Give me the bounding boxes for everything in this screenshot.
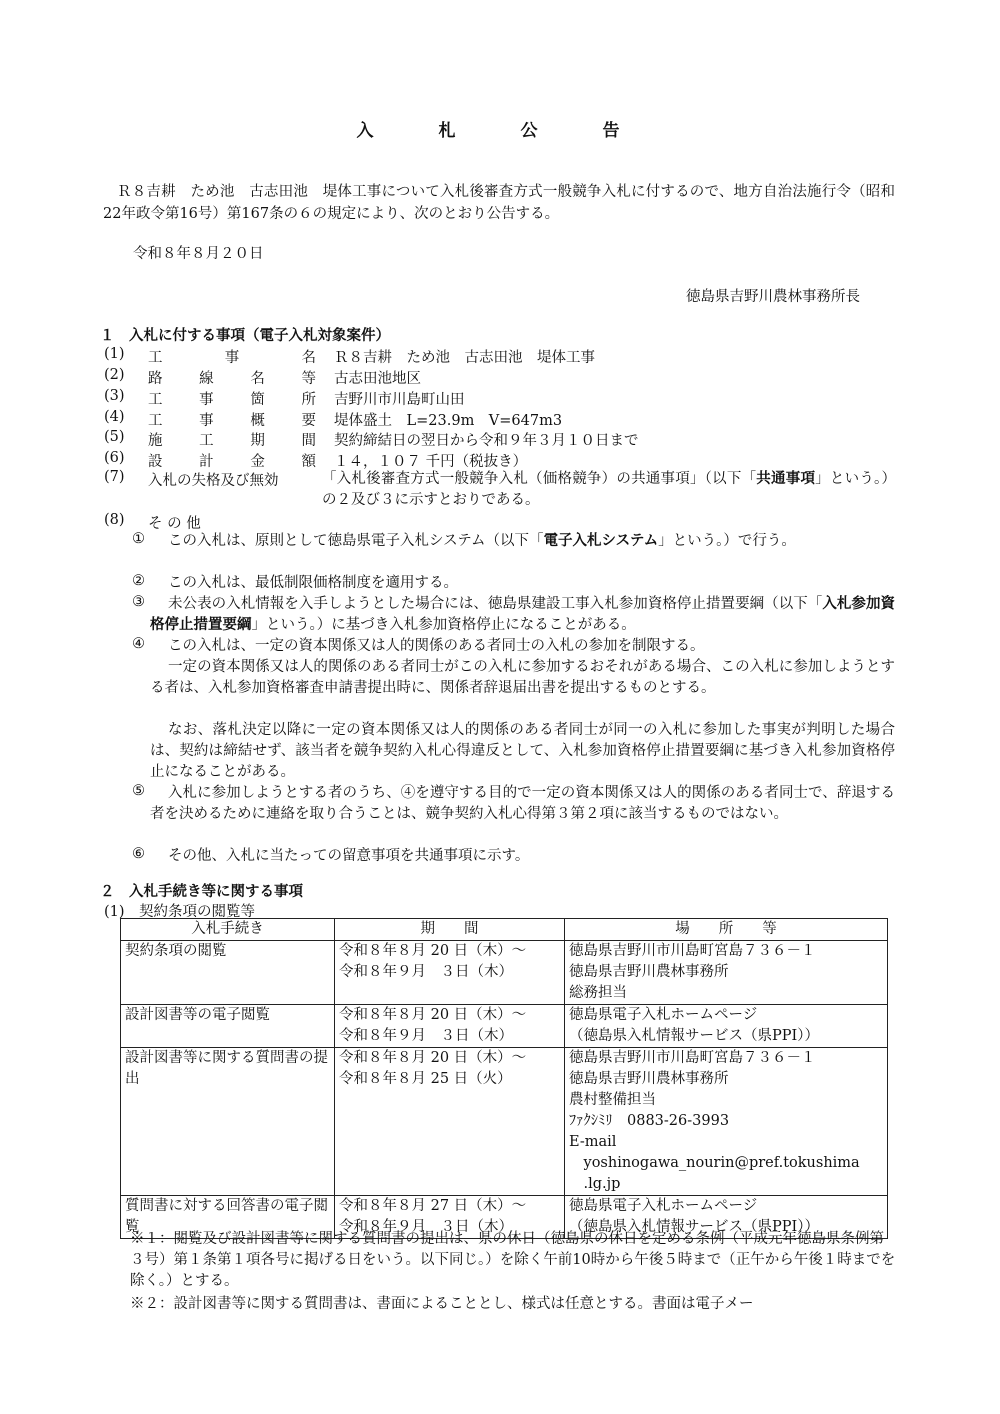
item-8-para-1 (150, 531, 895, 552)
item-8-para-4-sub-2: なお、落札決定以降に一定の資本関係又は人的関係のある者同士が同一の入札に参加した事実が判明した場合は、契約は締結せず、該当者を競争契約入札心得違反として、入札参加資格停止措置要綱に基づき入札参加資格停止になることがある。 (150, 722, 895, 780)
item-label-char: 線 (199, 371, 214, 387)
period-line: 令和８年９月 ３日（木） (339, 964, 513, 980)
item-label-char: 設 (148, 454, 163, 470)
item-label (148, 388, 316, 409)
table-row (121, 1048, 888, 1196)
place-line: E-mail (569, 1134, 617, 1150)
procedure-table (120, 918, 888, 1239)
item-label-char: 事 (224, 350, 240, 366)
period-cell (335, 1005, 565, 1048)
item-number: (2) (104, 367, 125, 383)
item-label (148, 367, 316, 388)
procedure-cell: 質問書に対する回答書の電子閲覧 (121, 1196, 335, 1239)
item-number: (1) (104, 346, 125, 362)
item-label-char: 箇 (250, 392, 265, 408)
procedure-cell: 設計図書等に関する質問書の提出 (121, 1048, 335, 1196)
item-value: １４，１０７ 千円（税抜き） (334, 454, 528, 470)
item-8-para-4: この入札は、一定の資本関係又は人的関係のある者同士の入札の参加を制限する。 (168, 638, 705, 654)
period-line: 令和８年８月 20 日（木）～ (339, 1050, 527, 1066)
table-body (121, 941, 888, 1239)
para-text: この入札は、原則として徳島県電子入札システム（以下「 (168, 533, 544, 549)
item-label (148, 409, 316, 430)
place-line: 徳島県吉野川農林事務所 (569, 964, 729, 980)
item-label-char: 金 (250, 454, 265, 470)
item-7-text-b: 」という。）の２及び３に示すとおりである。 (322, 471, 897, 508)
note-2: ※２：設計図書等に関する質問書は、書面によることとし、様式は任意とする。書面は電子メー (130, 1296, 754, 1312)
period-line: 令和８年８月 25 日（火） (339, 1071, 512, 1087)
item-label-char: 路 (148, 371, 163, 387)
item-label-char: 施 (148, 433, 163, 449)
item-8-para-3 (150, 594, 895, 636)
item-8-para-2: この入札は、最低制限価格制度を適用する。 (168, 575, 458, 591)
place-line: 徳島県吉野川市川島町宮島７３６－１ (569, 1050, 816, 1066)
item-value: 古志田池地区 (334, 371, 421, 387)
procedure-cell: 設計図書等の電子閲覧 (121, 1005, 335, 1048)
place-line: 徳島県吉野川市川島町宮島７３６－１ (569, 943, 816, 959)
mark-4: ④ (132, 636, 145, 652)
place-line: 徳島県電子入札ホームページ (569, 1007, 758, 1023)
period-cell (335, 941, 565, 1005)
section-2-heading: ２ 入札手続き等に関する事項 (100, 884, 303, 900)
item-label-char: 工 (148, 392, 163, 408)
item-label (148, 450, 316, 471)
section-2-sub-1: (1) 契約条項の閲覧等 (104, 904, 256, 920)
item-label: 入札の失格及び無効 (148, 473, 279, 489)
notice-date: 令和８年８月２０日 (133, 246, 264, 262)
item-number: (4) (104, 409, 125, 425)
item-label-char: 工 (148, 413, 163, 429)
section-1-heading: １ 入札に付する事項（電子入札対象案件） (100, 328, 390, 344)
table-row (121, 1005, 888, 1048)
column-header: 入札手続き (121, 919, 335, 941)
item-number: (7) (104, 469, 125, 485)
para-text: 未公表の入札情報を入手しようとした場合には、徳島県建設工事入札参加資格停止措置要綱（以下「 (168, 596, 823, 612)
item-number: (5) (104, 429, 125, 445)
place-line: yoshinogawa_nourin@pref.tokushima (569, 1155, 860, 1171)
table-row (121, 941, 888, 1005)
item-label (148, 346, 316, 367)
mark-5: ⑤ (132, 783, 145, 799)
mark-1: ① (132, 531, 145, 547)
place-line: 総務担当 (569, 985, 627, 1001)
item-label-char: 所 (301, 392, 316, 408)
item-7-text-a: 「入札後審査方式一般競争入札（価格競争）の共通事項」（以下「 (322, 471, 757, 487)
item-8-para-4-sub-1: 一定の資本関係又は人的関係のある者同士がこの入札に参加するおそれがある場合、この入札に参加しようとする者は、入札参加資格審査申請書提出時に、関係者辞退届出書を提出するものとする。 (150, 659, 895, 696)
page-title: 入 札 公 告 (356, 121, 644, 141)
item-label-char: 名 (250, 371, 265, 387)
item-value: 堤体盛土 L=23.9m V=647m3 (334, 413, 563, 429)
place-line: （徳島県入札情報サービス（県PPI）） (569, 1028, 819, 1044)
item-value: Ｒ８吉耕 ため池 古志田池 堤体工事 (334, 350, 595, 366)
para-text: 」という。）で行う。 (658, 533, 796, 549)
para-bold: 電子入札システム (543, 533, 659, 549)
item-8-para-6: その他、入札に当たっての留意事項を共通事項に示す。 (168, 848, 530, 864)
place-line: （徳島県入札情報サービス（県PPI）） (569, 1219, 819, 1235)
period-line: 令和８年８月 20 日（木）～ (339, 1007, 527, 1023)
item-7-bold: 共通事項 (756, 471, 816, 487)
period-line: 令和８年８月 27 日（木）～ (339, 1198, 527, 1214)
item-label-char: 名 (301, 350, 316, 366)
item-number: (8) (104, 512, 125, 528)
item-value: 吉野川市川島町山田 (334, 392, 465, 408)
place-cell (565, 1005, 888, 1048)
period-line: 令和８年９月 ３日（木） (339, 1028, 513, 1044)
place-cell (565, 941, 888, 1005)
item-label-char: 概 (250, 413, 265, 429)
item-label-char: 等 (301, 371, 316, 387)
issuer-name: 徳島県吉野川農林事務所長 (686, 289, 860, 305)
place-line: 農村整備担当 (569, 1092, 656, 1108)
item-label-char: 計 (199, 454, 214, 470)
item-8-para-5: 入札に参加しようとする者のうち、④を遵守する目的で一定の資本関係又は人的関係のある者同士で、辞退する者を決めるために連絡を取り合うことは、競争契約入札心得第３第２項に該当するものではない。 (150, 785, 895, 822)
place-line: .lg.jp (569, 1176, 621, 1192)
item-7-text (322, 469, 896, 511)
item-label-char: 期 (250, 433, 265, 449)
item-label-char: 要 (301, 413, 316, 429)
item-label-char: 事 (199, 392, 214, 408)
note-1: ※１：閲覧及び設計図書等に関する質問書の提出は、県の休日（徳島県の休日を定める条例（平成元年徳島県条例第３号）第１条第１項各号に掲げる日をいう。以下同じ。）を除く午前10時から午後５時まで（正午から午後１時までを除く。）とする。 (130, 1231, 896, 1289)
para-text: 」という。）に基づき入札参加資格停止になることがある。 (251, 617, 636, 633)
place-line: ﾌｧｸｼﾐﾘ 0883-26-3993 (569, 1113, 730, 1129)
mark-3: ③ (132, 594, 145, 610)
item-label-char: 工 (148, 350, 163, 366)
para-bold: 入札参加資格停止措置要綱 (150, 596, 896, 633)
intro-paragraph: Ｒ８吉耕 ため池 古志田池 堤体工事について入札後審査方式一般競争入札に付するので、地方自治法施行令（昭和22年政令第16号）第167条の６の規定により、次のとおり公告する。 (103, 184, 895, 222)
item-label (148, 429, 316, 450)
item-label-char: 事 (199, 413, 214, 429)
period-line: 令和８年８月 20 日（木）～ (339, 943, 527, 959)
column-header: 場 所 等 (565, 919, 888, 941)
item-number: (6) (104, 450, 125, 466)
place-line: 徳島県電子入札ホームページ (569, 1198, 758, 1214)
item-label: そ の 他 (148, 516, 201, 532)
procedure-cell: 契約条項の閲覧 (121, 941, 335, 1005)
mark-6: ⑥ (132, 846, 145, 862)
item-label-char: 額 (301, 454, 316, 470)
place-cell (565, 1048, 888, 1196)
item-label-char: 工 (199, 433, 214, 449)
item-number: (3) (104, 388, 125, 404)
place-line: 徳島県吉野川農林事務所 (569, 1071, 729, 1087)
item-label-char: 間 (301, 433, 316, 449)
table-header-row (121, 919, 888, 941)
period-line: 令和８年９月 ３日（木） (339, 1219, 513, 1235)
column-header: 期 間 (335, 919, 565, 941)
item-value: 契約締結日の翌日から令和９年３月１０日まで (334, 433, 639, 449)
period-cell (335, 1048, 565, 1196)
mark-2: ② (132, 573, 145, 589)
